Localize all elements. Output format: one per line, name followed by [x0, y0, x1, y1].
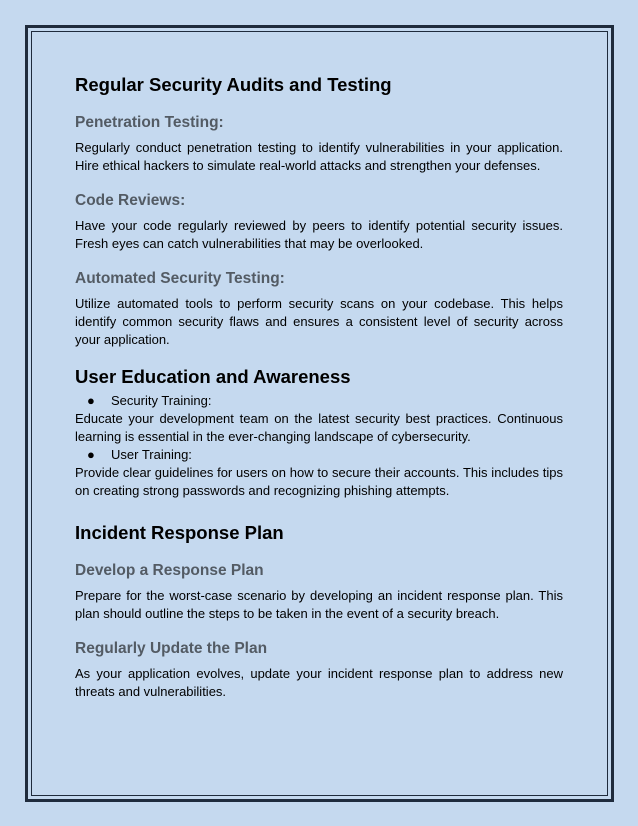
subheading-code-reviews: Code Reviews: — [75, 192, 186, 209]
bullet-item-security-training — [75, 392, 563, 410]
paragraph-code-reviews: Have your code regularly reviewed by peers to identify potential security issues. Fresh eyes can catch vulnerabilities that may be overlooked. — [75, 218, 563, 251]
document-content — [75, 72, 563, 701]
subheading-automated-security-testing: Automated Security Testing: — [75, 270, 285, 287]
section-title-user-education: User Education and Awareness — [75, 366, 351, 387]
bullet-label-user-training: User Training: — [111, 447, 192, 462]
paragraph-develop-response-plan: Prepare for the worst-case scenario by developing an incident response plan. This plan should outline the steps to be taken in the event of a security breach. — [75, 588, 563, 621]
bullet-item-user-training — [75, 446, 563, 464]
bullet-dot-icon: ● — [87, 393, 95, 408]
paragraph-update-plan: As your application evolves, update your incident response plan to address new threats and vulnerabilities. — [75, 666, 563, 699]
section-title-incident-response: Incident Response Plan — [75, 522, 284, 543]
bullet-label-security-training: Security Training: — [111, 393, 212, 408]
paragraph-automated-security-testing: Utilize automated tools to perform security scans on your codebase. This helps identify common security flaws and ensures a consistent level of security across your application. — [75, 296, 563, 347]
subheading-develop-response-plan: Develop a Response Plan — [75, 562, 264, 579]
paragraph-security-training: Educate your development team on the latest security best practices. Continuous learning is essential in the ever-changing landscape of cybersecurity. — [75, 411, 563, 444]
section-title-security-audits: Regular Security Audits and Testing — [75, 74, 392, 95]
subheading-update-plan: Regularly Update the Plan — [75, 640, 268, 657]
paragraph-penetration-testing: Regularly conduct penetration testing to identify vulnerabilities in your application. Hire ethical hackers to simulate real-world attacks and strengthen your defenses. — [75, 140, 563, 173]
paragraph-user-training: Provide clear guidelines for users on how to secure their accounts. This includes tips on creating strong passwords and recognizing phishing attempts. — [75, 465, 563, 498]
bullet-dot-icon: ● — [87, 447, 95, 462]
subheading-penetration-testing: Penetration Testing: — [75, 114, 224, 131]
